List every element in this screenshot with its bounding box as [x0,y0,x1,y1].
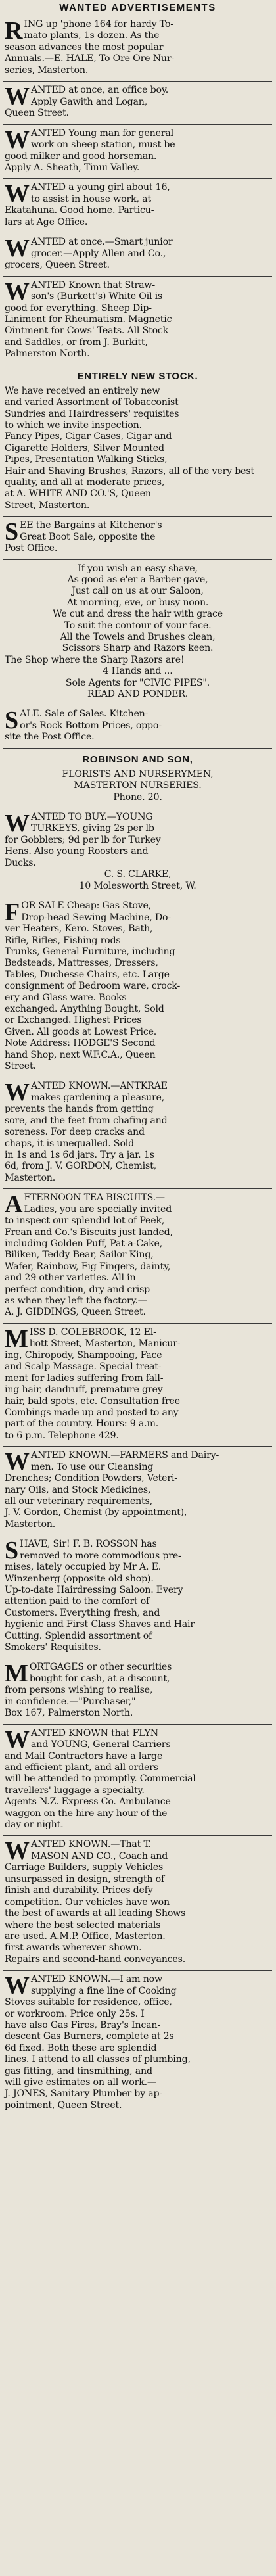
lead-lines [20,709,271,732]
drop-cap: W [5,1837,30,1865]
drop-cap: W [5,235,30,263]
lead-line: ANTED at once, an office boy. [31,85,169,96]
body-line: Liniment for Rheumatism. Magnetic [5,314,172,325]
ad-lead [5,1972,271,2000]
ad-young-girl-ekatahuna [3,179,272,233]
body-line: J. V. Gordon, Chemist (by appointment), [5,1507,187,1518]
ad-lead [5,180,271,208]
lead-line: ANTED KNOWN.—FARMERS and Dairy- [31,1450,219,1461]
drop-cap: F [5,899,20,927]
body-line: Pipes, Presentation Walking Sticks, [5,454,168,465]
body-line: waggon on the hire any hour of the [5,1808,168,1819]
lead-line: men. To use our Cleansing [31,1461,154,1472]
body-line: exchanged. Anything Bought, Sold [5,1003,164,1014]
body-line: Rifle, Rifles, Fishing rods [5,935,121,946]
signature-line: C. S. CLARKE, [104,869,172,880]
body-line: Frean and Co.'s Biscuits just landed, [5,1227,173,1238]
body-line: finish and durability. Prices defy [5,1885,153,1896]
body-line: in 1s and 1s 6d jars. Try a jar. 1s [5,1150,154,1160]
lead-lines [24,1192,271,1215]
body-line: Bedsteads, Mattresses, Dressers, [5,958,158,969]
body-line: Hens. Also young Roosters and [5,846,149,857]
body-line: to 6 p.m. Telephone 429. [5,1430,119,1441]
body-line: mises, lately occupied by Mr A. E. [5,1562,162,1573]
drop-cap: W [5,1725,30,1754]
body-line: Masterton. [5,1172,56,1183]
lead-line: FTERNOON TEA BISCUITS.— [24,1192,165,1204]
body-line: sore, and the feet from chafing and [5,1115,168,1126]
body-line: Wafer, Rainbow, Fig Fingers, dainty, [5,1261,171,1272]
lead-line: Ladies, you are specially invited [24,1204,172,1215]
ad-young-man-sheep-station [3,125,272,179]
ad-lead [5,707,271,735]
body-line: Ekatahuna. Good home. Particu- [5,205,154,216]
lead-line: ANTED TO BUY.—YOUNG [31,812,153,823]
body-line: ery and Glass ware. Books [5,992,127,1003]
drop-cap: W [5,180,30,208]
body-line: lines. I attend to all classes of plumbing, [5,2054,191,2065]
signature-line: Sole Agents for "CIVIC PIPES". [65,677,210,688]
body-line: and Scalp Massage. Special treat- [5,1361,162,1372]
body-line: Annuals.—E. HALE, To Ore Ore Nur- [5,53,175,64]
centered-line: To suit the contour of your face. [64,620,212,631]
body-line: and varied Assortment of Tobacconist [5,397,179,408]
body-line: Ointment for Cows' Teats. All Stock [5,325,169,337]
body-line: We have received an entirely new [5,385,160,396]
centered-line: All the Towels and Brushes clean, [60,632,216,642]
drop-cap: M [5,1660,28,1688]
body-line: Palmerston North. [5,348,90,360]
ad-flyn-and-young [3,1725,272,1837]
ad-kitchenors-rock-bottom [3,705,272,748]
ad-lead [5,1324,271,1353]
body-line: pointment, Queen Street. [5,2099,122,2111]
body-line: Repairs and second-hand conveyances. [5,1954,185,1965]
lead-line: ANTED KNOWN.—That T. [31,1839,151,1850]
body-line: at A. WHITE AND CO.'S, Queen [5,488,151,500]
lead-line: ANTED a young girl about 16, [31,182,170,193]
body-line: series, Masterton. [5,64,89,76]
lead-lines [31,237,271,260]
ad-lead [5,1837,271,1865]
centered-line: FLORISTS AND NURSERYMEN, [62,768,214,780]
body-line: part of the country. Hours: 9 a.m. [5,1418,159,1430]
centered-line: Scissors Sharp and Razors keen. [62,643,214,654]
ad-antkrae [3,1077,272,1189]
body-line: good milker and good horseman. [5,151,157,162]
lead-line: ING up 'phone 164 for hardy To- [24,19,173,30]
body-line: or workroom. Price only 25s. I [5,2008,145,2019]
lead-line: supplying a fine line of Cooking [31,1985,177,1996]
body-line: Note Address: HODGE'S Second [5,1038,156,1049]
ad-robinson-florists [3,749,272,808]
body-line: Carriage Builders, supply Vehicles [5,1862,164,1873]
lead-line: Apply Gawith and Logan, [31,96,148,107]
ad-hardy-tomato-plants [3,16,272,82]
drop-cap: S [5,518,19,546]
lead-line: bought for cash, at a discount, [29,1673,170,1684]
ad-lead [5,810,271,838]
body-line: hygienic and First Class Shaves and Hair [5,1619,195,1630]
body-line: and 29 other varieties. All in [5,1273,136,1284]
body-line: grocers, Queen Street. [5,260,110,271]
body-line: quality, and all at moderate prices, [5,477,165,488]
lead-lines [31,1450,271,1473]
body-line: or Exchanged. Highest Prices [5,1015,142,1026]
body-line: The Shop where the Sharp Razors are! [5,654,185,665]
ad-mason-and-co [3,1836,272,1971]
lead-lines [31,280,271,303]
lead-line: ALE. Sale of Sales. Kitchen- [20,709,149,720]
body-line: hand Shop, next W.F.C.A., Queen [5,1049,156,1060]
drop-cap: S [5,707,19,735]
body-line: Post Office. [5,543,58,554]
body-line: competition. Our vehicles have won [5,1896,170,1908]
lead-lines [20,1539,271,1562]
lead-line: ANTED Known that Straw- [31,279,155,291]
ad-lead [5,83,271,111]
body-line: as when they left the factory.— [5,1296,147,1307]
ad-young-turkeys [3,808,272,897]
body-line: Stoves suitable for residence, office, [5,1997,172,2008]
lead-line: removed to more commodious pre- [20,1550,181,1561]
ad-heading: ENTIRELY NEW STOCK. [77,370,198,382]
masthead: WANTED ADVERTISEMENTS [59,2,216,13]
lead-line: to assist in house work, at [31,193,151,204]
body-line: first awards wherever shown. [5,1942,142,1954]
body-line: Tables, Duchesse Chairs, etc. Large [5,969,170,980]
body-line: Queen Street. [5,108,69,119]
body-line: and Mail Contractors have a large [5,1750,163,1762]
lead-lines [31,1839,271,1862]
ad-lead [5,1537,271,1565]
lead-line: TURKEYS, giving 2s per lb [31,823,154,834]
drop-cap: R [5,17,23,45]
ad-lead [5,1190,271,1219]
centered-line: If you wish an easy shave, [78,563,198,574]
ad-new-stock-whitehead [3,365,272,517]
lead-lines [20,520,271,543]
lead-lines [31,128,271,151]
ad-lead [5,277,271,306]
body-line: gas fitting, and tinsmithing, and [5,2065,152,2076]
lead-line: grocer.—Apply Allen and Co., [31,248,166,259]
ad-heading: ROBINSON AND SON, [82,753,193,765]
drop-cap: W [5,1972,30,2000]
ad-miss-colebrook [3,1324,272,1447]
centered-line: As good as e'er a Barber gave, [67,574,208,585]
body-line: Biliken, Teddy Bear, Sailor King, [5,1250,154,1261]
lead-line: HAVE, Sir! F. B. ROSSON has [20,1539,157,1550]
ad-afternoon-tea-biscuits [3,1189,272,1324]
body-line: day or night. [5,1819,64,1831]
ad-shave-sir-rosson [3,1535,272,1658]
body-line: for Gobblers; 9d per lb for Turkey [5,835,161,846]
ad-lead [5,899,271,927]
body-line: consignment of Bedroom ware, crock- [5,981,181,992]
lead-line: ANTED at once.—Smart junior [31,237,173,248]
body-line: will be attended to promptly. Commercial [5,1773,196,1785]
body-line: descent Gas Burners, complete at 2s [5,2031,174,2042]
body-line: to which we invite inspection. [5,419,142,431]
ad-strawsons-white-oil [3,277,272,365]
drop-cap: S [5,1537,19,1565]
body-line: Drenches; Condition Powders, Veteri- [5,1473,177,1484]
body-line: from persons wishing to realise, [5,1685,153,1696]
lead-line: ANTED Young man for general [31,128,173,139]
body-line: Customers. Everything fresh, and [5,1607,160,1618]
ad-lead [5,17,271,45]
ad-gas-stove-sale [3,897,272,1077]
drop-cap: M [5,1324,28,1353]
lead-lines [31,812,271,835]
lead-lines [31,182,271,205]
body-line: good for everything. Sheep Dip- [5,302,152,314]
body-line: Combings made up and posted to any [5,1407,179,1418]
ad-lead [5,1079,271,1107]
body-line: ing hair, dandruff, premature grey [5,1384,163,1395]
ad-lead [5,1725,271,1754]
body-line: lars at Age Office. [5,216,88,227]
body-line: 6d, from J. V. GORDON, Chemist, [5,1161,156,1172]
drop-cap: W [5,277,30,306]
body-line: where the best selected materials [5,1919,161,1931]
body-line: nary Oils, and Stock Medicines, [5,1484,151,1495]
body-line: the best of awards at all leading Shows [5,1908,186,1919]
body-line: soreness. For deep cracks and [5,1127,145,1138]
lead-line: ORTGAGES or other securities [29,1662,172,1673]
body-line: and Saddles, or from J. Burkitt, [5,337,148,348]
body-line: hair, bald spots, etc. Consultation free [5,1395,180,1407]
body-line: Sundries and Hairdressers' requisites [5,408,179,419]
lead-line: EE the Bargains at Kitchenor's [20,520,162,531]
drop-cap: W [5,83,30,111]
ad-office-boy [3,82,272,124]
body-line: will give estimates on all work.— [5,2076,156,2088]
body-line: Trunks, General Furniture, including [5,946,175,957]
body-line: perfect condition, dry and crisp [5,1284,150,1295]
body-line: in confidence.—"Purchaser," [5,1696,136,1707]
ad-farmers-dairymen [3,1447,272,1535]
body-line: have also Gas Fires, Bray's Incan- [5,2019,160,2030]
body-line: Winzenberg (opposite old shop). [5,1573,154,1584]
lead-lines [30,1662,271,1685]
body-line: attention paid to the comfort of [5,1596,150,1607]
centered-line: MASTERTON NURSERIES. [74,780,202,791]
lead-line: ANTED KNOWN.—ANTKRAE [31,1081,168,1092]
body-line: 6d fixed. Both these are splendid [5,2042,157,2053]
ad-easy-shave [3,560,272,706]
centered-line: We cut and dress the hair with grace [53,609,223,620]
ad-lead [5,518,271,546]
body-line: are used. A.M.P. Office, Masterton. [5,1931,166,1942]
body-line: Box 167, Palmerston North. [5,1708,133,1719]
body-line: ver Heaters, Kero. Stoves, Bath, [5,924,153,935]
lead-lines [31,1974,271,1997]
drop-cap: W [5,1448,30,1476]
body-line: Cutting. Splendid assortment of [5,1630,152,1641]
lead-line: or's Rock Bottom Prices, oppo- [20,720,162,731]
body-line: Hair and Shaving Brushes, Razors, all of the very best [5,465,254,477]
body-line: travellers' luggage a specialty. [5,1785,145,1796]
body-line: Fancy Pipes, Cigar Cases, Cigar and [5,431,172,442]
body-line: Agents N.Z. Express Co. Ambulance [5,1796,171,1808]
lead-line: Drop-head Sewing Machine, Do- [21,912,171,923]
ad-kitchenor-boot-sale [3,517,272,559]
lead-line: work on sheep station, must be [31,139,175,151]
body-line: Given. All goods at Lowest Price. [5,1026,157,1037]
body-line: Cigarette Holders, Silver Mounted [5,442,164,454]
body-line: Street, Masterton. [5,500,90,511]
lead-line: Great Boot Sale, opposite the [20,531,156,542]
body-line: J. JONES, Sanitary Plumber by ap- [5,2088,163,2099]
body-line: season advances the most popular [5,42,164,53]
lead-line: ANTED KNOWN that FLYN [31,1727,158,1739]
lead-lines [31,1728,271,1751]
body-line: including Golden Puff, Pat-a-Cake, [5,1238,163,1250]
signature-line: 4 Hands and ... [103,666,173,677]
body-line: unsurpassed in design, strength of [5,1873,165,1885]
lead-lines [24,19,271,42]
body-line: chaps, it is unequalled. Sold [5,1138,135,1149]
body-line: and efficient plant, and all orders [5,1762,158,1773]
drop-cap: W [5,810,30,838]
body-line: prevents the hands from getting [5,1104,154,1115]
body-line: Up-to-date Hairdressing Saloon. Every [5,1584,183,1595]
centered-line: Phone. 20. [113,791,162,803]
lead-line: son's (Burkett's) White Oil is [31,291,163,302]
ad-lead [5,1448,271,1476]
lead-lines [30,1327,271,1350]
drop-cap: W [5,126,30,154]
body-line: all our veterinary requirements, [5,1495,152,1507]
signature-line: 10 Molesworth Street, W. [79,880,196,891]
ad-lead [5,235,271,263]
centered-line: At morning, eve, or busy noon. [66,597,209,608]
body-line: to inspect our splendid lot of Peek, [5,1215,165,1227]
ad-mortgages [3,1658,272,1724]
lead-line: OR SALE Cheap: Gas Stove, [21,901,151,912]
lead-line: and YOUNG, General Carriers [31,1739,171,1750]
centered-line: Just call on us at our Saloon, [72,586,204,597]
ad-cooking-stoves-jones [3,1971,272,2116]
lead-line: mato plants, 1s dozen. As the [24,30,160,41]
lead-line: liott Street, Masterton, Manicur- [29,1338,181,1349]
lead-lines [21,901,271,924]
lead-line: ANTED KNOWN.—I am now [31,1974,162,1985]
body-line: Smokers' Requisites. [5,1642,101,1652]
lead-line: MASON AND CO., Coach and [31,1850,168,1862]
drop-cap: A [5,1190,23,1219]
signature-line: READ AND PONDER. [87,689,189,700]
body-line: Street. [5,1060,36,1071]
ad-lead [5,126,271,154]
body-line: site the Post Office. [5,732,95,743]
ad-smart-junior-grocer [3,233,272,276]
body-line: A. J. GIDDINGS, Queen Street. [5,1307,146,1318]
lead-line: makes gardening a pleasure, [31,1092,165,1103]
body-line: ment for ladies suffering from fall- [5,1372,164,1384]
body-line: ing, Chiropody, Shampooing, Face [5,1349,162,1361]
ads-list [3,16,272,2116]
lead-line: ISS D. COLEBROOK, 12 El- [29,1326,156,1338]
body-line: Ducks. [5,857,36,868]
body-line: Apply A. Sheath, Tinui Valley. [5,162,140,174]
lead-lines [31,85,271,108]
body-line: Masterton. [5,1518,56,1530]
lead-lines [31,1081,271,1104]
drop-cap: W [5,1079,30,1107]
ad-lead [5,1660,271,1688]
